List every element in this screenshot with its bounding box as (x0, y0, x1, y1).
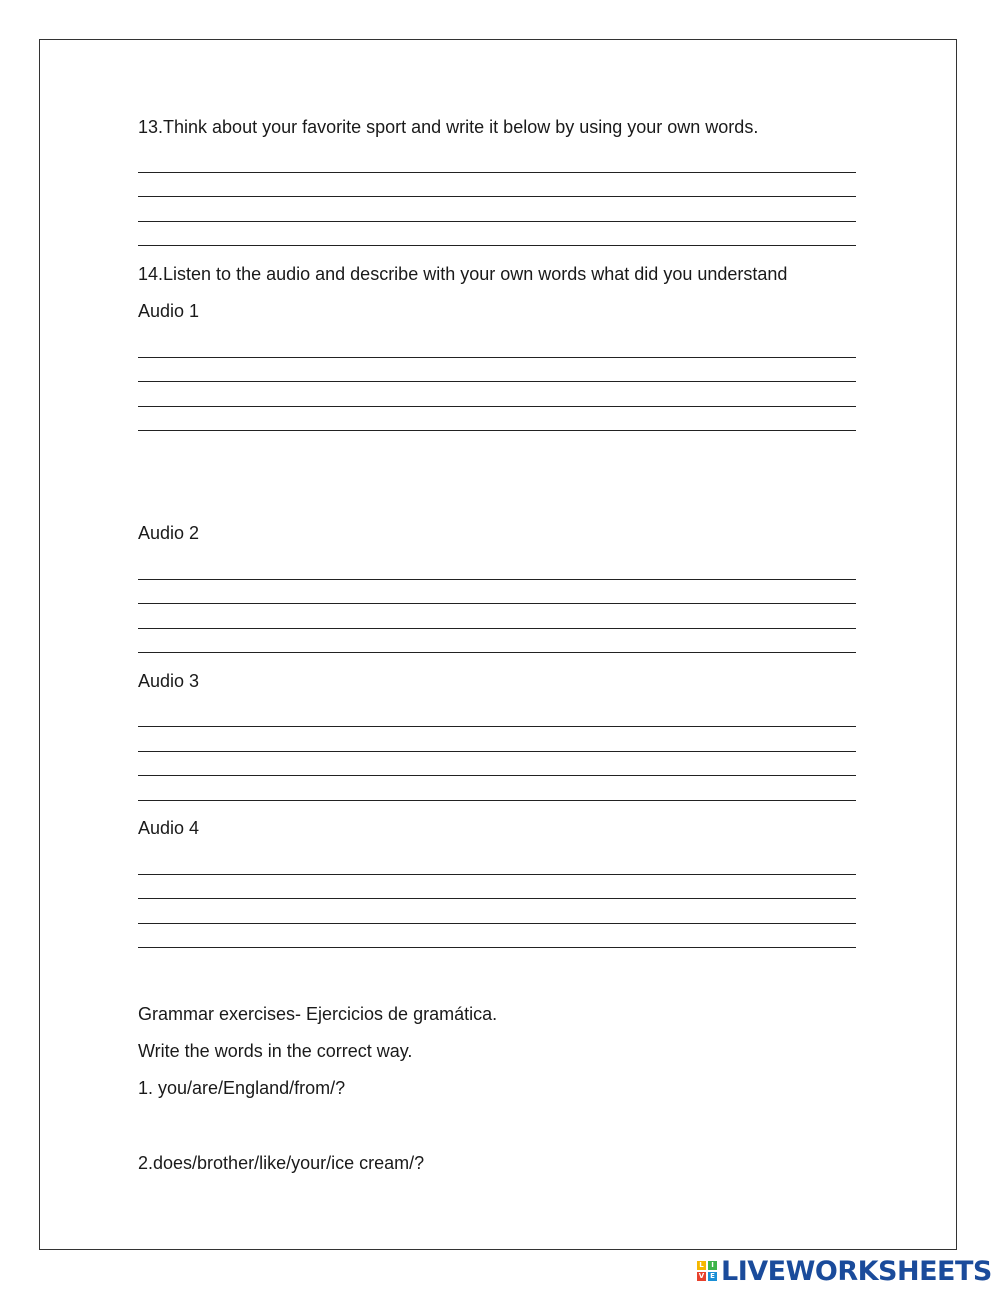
answer-line[interactable] (138, 947, 856, 948)
answer-line[interactable] (138, 923, 856, 924)
brand-name: LIVEWORKSHEETS (721, 1255, 992, 1287)
liveworksheets-logo (697, 1256, 992, 1286)
answer-line[interactable] (138, 775, 856, 776)
audio-2-label: Audio 2 (138, 523, 200, 543)
answer-line[interactable] (138, 357, 856, 358)
grammar-item-2: 2.does/brother/like/your/ice cream/? (138, 1153, 425, 1173)
answer-line[interactable] (138, 196, 856, 197)
grammar-title: Grammar exercises- Ejercicios de gramática. (138, 1004, 498, 1024)
answer-line[interactable] (138, 245, 856, 246)
answer-line[interactable] (138, 628, 856, 629)
logo-block: I (708, 1261, 717, 1270)
audio-4-label: Audio 4 (138, 818, 200, 838)
logo-block: L (697, 1261, 706, 1270)
grammar-instruction: Write the words in the correct way. (138, 1041, 413, 1061)
question-14: 14.Listen to the audio and describe with your own words what did you understand (138, 264, 788, 284)
answer-line[interactable] (138, 381, 856, 382)
answer-line[interactable] (138, 430, 856, 431)
answer-line[interactable] (138, 406, 856, 407)
answer-line[interactable] (138, 603, 856, 604)
logo-block: E (708, 1272, 717, 1281)
answer-line[interactable] (138, 579, 856, 580)
answer-line[interactable] (138, 800, 856, 801)
question-13: 13.Think about your favorite sport and write it below by using your own words. (138, 117, 759, 137)
answer-line[interactable] (138, 874, 856, 875)
answer-line[interactable] (138, 751, 856, 752)
audio-1-label: Audio 1 (138, 301, 200, 321)
logo-blocks-icon (697, 1261, 717, 1281)
answer-line[interactable] (138, 898, 856, 899)
audio-3-label: Audio 3 (138, 671, 200, 691)
answer-line[interactable] (138, 172, 856, 173)
grammar-item-1: 1. you/are/England/from/? (138, 1078, 346, 1098)
logo-block: V (698, 1272, 705, 1280)
answer-line[interactable] (138, 221, 856, 222)
answer-line[interactable] (138, 652, 856, 653)
answer-line[interactable] (138, 726, 856, 727)
